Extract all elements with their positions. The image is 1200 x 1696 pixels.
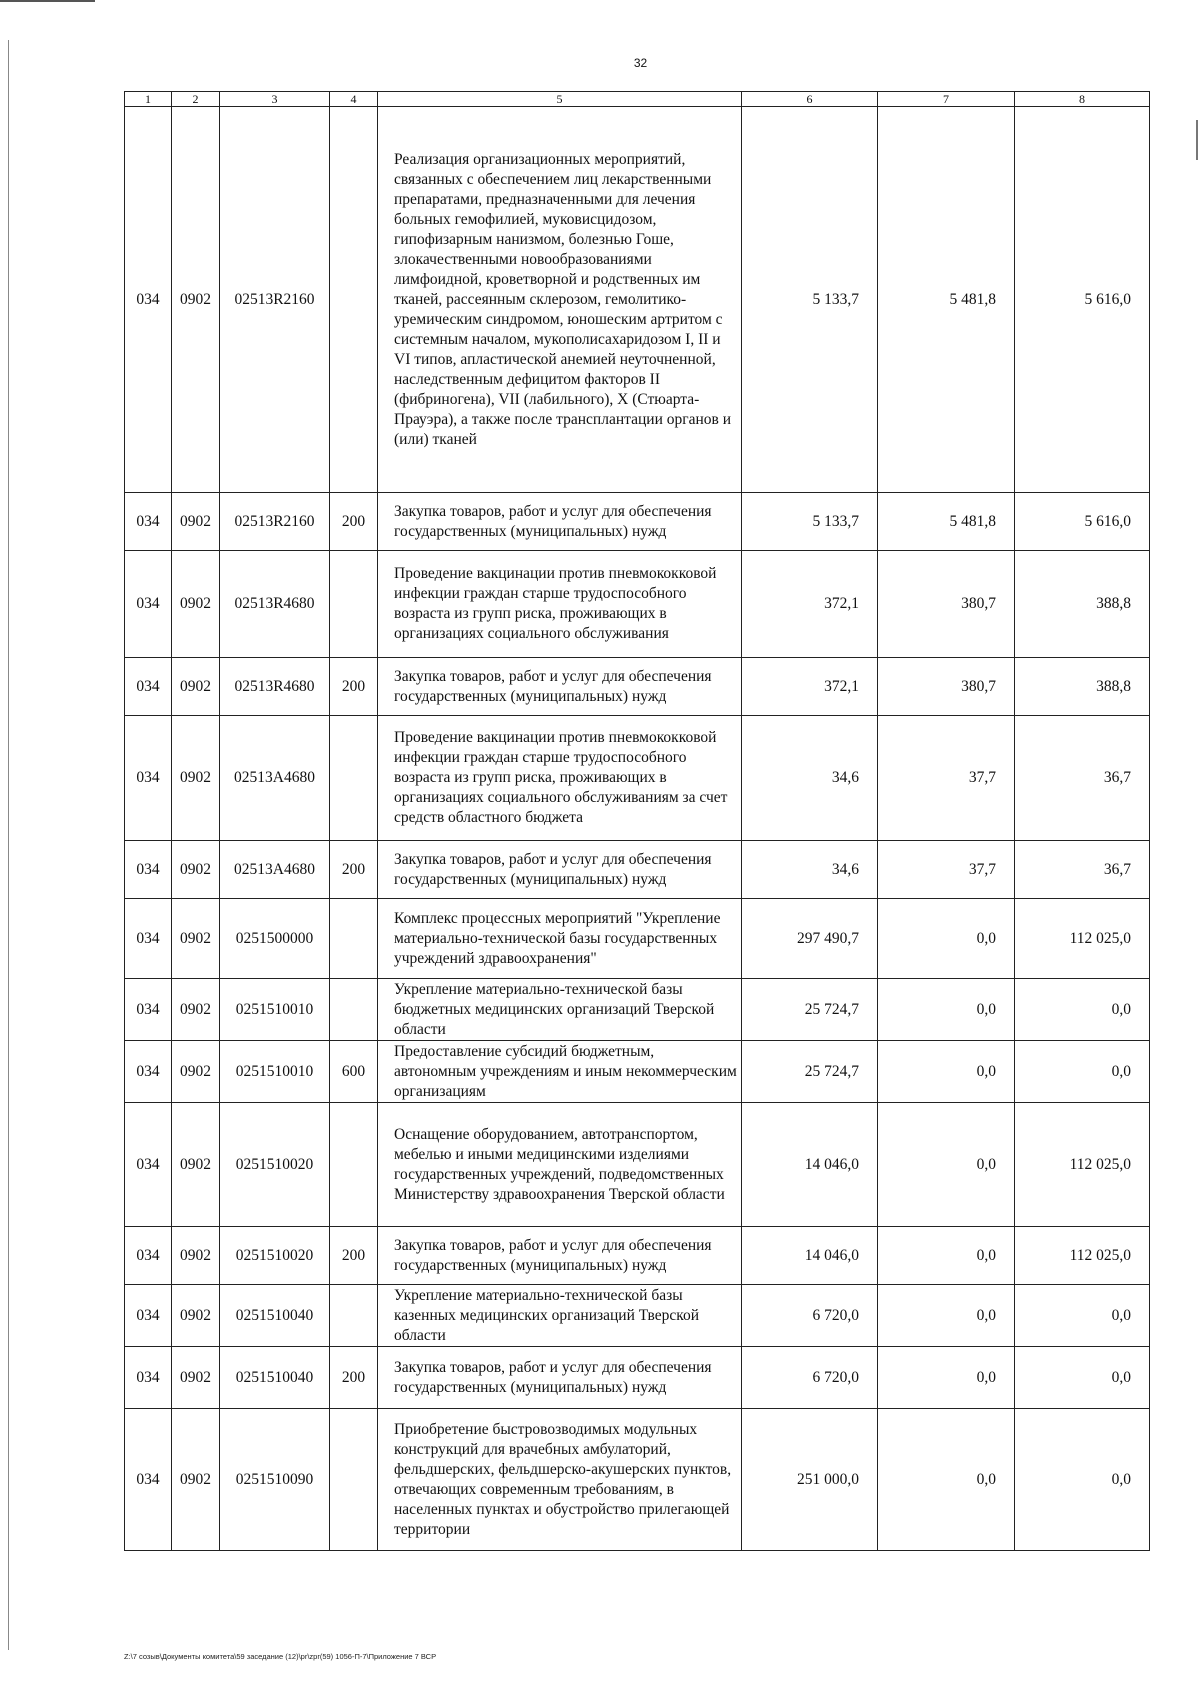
- cell-sum-3: 0,0: [1015, 1285, 1150, 1347]
- cell-expense-type: [330, 1285, 378, 1347]
- cell-sum-1: 25 724,7: [742, 1041, 878, 1103]
- cell-name: Закупка товаров, работ и услуг для обеспечения государственных (муниципальных) нужд: [378, 1347, 742, 1409]
- cell-sum-3: 0,0: [1015, 979, 1150, 1041]
- page-number: 32: [633, 56, 648, 70]
- cell-ministry: 034: [125, 551, 172, 658]
- cell-section: 0902: [172, 551, 220, 658]
- cell-sum-3: 388,8: [1015, 551, 1150, 658]
- cell-sum-2: 0,0: [878, 1041, 1015, 1103]
- cell-sum-2: 0,0: [878, 899, 1015, 979]
- column-header: 8: [1015, 92, 1150, 107]
- cell-sum-3: 0,0: [1015, 1041, 1150, 1103]
- table-row: [125, 551, 1150, 658]
- column-header: 6: [742, 92, 878, 107]
- cell-sum-2: 0,0: [878, 1103, 1015, 1227]
- cell-section: 0902: [172, 493, 220, 551]
- cell-expense-type: 200: [330, 1227, 378, 1285]
- scan-edge-left: [8, 40, 9, 1650]
- column-header: 7: [878, 92, 1015, 107]
- cell-name: Закупка товаров, работ и услуг для обеспечения государственных (муниципальных) нужд: [378, 493, 742, 551]
- cell-sum-1: 251 000,0: [742, 1409, 878, 1551]
- cell-name: Проведение вакцинации против пневмококковой инфекции граждан старше трудоспособного возраста из групп риска, проживающих в организациях социального обслуживаниям за счет средств областного бюджета: [378, 716, 742, 841]
- column-header: 3: [220, 92, 330, 107]
- cell-sum-3: 5 616,0: [1015, 493, 1150, 551]
- cell-sum-3: 388,8: [1015, 658, 1150, 716]
- cell-sum-2: 380,7: [878, 658, 1015, 716]
- cell-sum-2: 37,7: [878, 716, 1015, 841]
- cell-sum-2: 380,7: [878, 551, 1015, 658]
- cell-name: Укрепление материально-технической базы казенных медицинских организаций Тверской области: [378, 1285, 742, 1347]
- cell-article: 0251510090: [220, 1409, 330, 1551]
- footer-file-path: Z:\7 созыв\Документы комитета\59 заседание (12)\pr\zpr(59) 1056-П-7\Приложение 7 ВСР: [124, 1652, 437, 1661]
- cell-ministry: 034: [125, 899, 172, 979]
- cell-article: 0251500000: [220, 899, 330, 979]
- cell-name: Оснащение оборудованием, автотранспортом, мебелью и иными медицинскими изделиями государственных учреждений, подведомственных Министерству здравоохранения Тверской области: [378, 1103, 742, 1227]
- scan-edge-right: [1196, 120, 1198, 160]
- table-header-row: [125, 92, 1150, 107]
- cell-sum-1: 372,1: [742, 658, 878, 716]
- cell-ministry: 034: [125, 979, 172, 1041]
- cell-sum-3: 36,7: [1015, 716, 1150, 841]
- cell-article: 02513R4680: [220, 658, 330, 716]
- cell-section: 0902: [172, 716, 220, 841]
- cell-name: Реализация организационных мероприятий, связанных с обеспечением лиц лекарственными препаратами, предназначенными для лечения больных гемофилией, муковисцидозом, гипофизарным нанизмом, болезнью Гоше, злокачественными новообразованиями лимфоидной, кроветворной и родственных им тканей, рассеянным склерозом, гемолитико-уремическим синдромом, юношеским артритом с системным началом, мукополисахаридозом I, II и VI типов, апластической анемией неуточненной, наследственным дефицитом факторов II (фибриногена), VII (лабильного), X (Стюарта-Прауэра), а также после трансплантации органов и (или) тканей: [378, 107, 742, 493]
- cell-section: 0902: [172, 107, 220, 493]
- cell-expense-type: [330, 979, 378, 1041]
- cell-sum-1: 25 724,7: [742, 979, 878, 1041]
- cell-sum-3: 36,7: [1015, 841, 1150, 899]
- cell-ministry: 034: [125, 1285, 172, 1347]
- table-row: [125, 1285, 1150, 1347]
- cell-sum-1: 5 133,7: [742, 493, 878, 551]
- cell-sum-2: 0,0: [878, 1409, 1015, 1551]
- cell-sum-1: 14 046,0: [742, 1103, 878, 1227]
- cell-sum-1: 297 490,7: [742, 899, 878, 979]
- cell-section: 0902: [172, 979, 220, 1041]
- table-row: [125, 1041, 1150, 1103]
- cell-sum-3: 0,0: [1015, 1347, 1150, 1409]
- cell-expense-type: [330, 899, 378, 979]
- cell-ministry: 034: [125, 716, 172, 841]
- column-header: 4: [330, 92, 378, 107]
- cell-section: 0902: [172, 1103, 220, 1227]
- cell-article: 0251510040: [220, 1347, 330, 1409]
- table-row: [125, 107, 1150, 493]
- column-header: 2: [172, 92, 220, 107]
- cell-sum-3: 5 616,0: [1015, 107, 1150, 493]
- cell-section: 0902: [172, 1409, 220, 1551]
- table-row: [125, 1409, 1150, 1551]
- cell-name: Комплекс процессных мероприятий "Укрепление материально-технической базы государственных учреждений здравоохранения": [378, 899, 742, 979]
- cell-ministry: 034: [125, 493, 172, 551]
- cell-expense-type: 600: [330, 1041, 378, 1103]
- cell-ministry: 034: [125, 658, 172, 716]
- cell-article: 0251510040: [220, 1285, 330, 1347]
- cell-expense-type: 200: [330, 1347, 378, 1409]
- column-header: 1: [125, 92, 172, 107]
- cell-section: 0902: [172, 658, 220, 716]
- cell-ministry: 034: [125, 1103, 172, 1227]
- cell-section: 0902: [172, 899, 220, 979]
- table-row: [125, 1347, 1150, 1409]
- cell-article: 02513A4680: [220, 841, 330, 899]
- cell-section: 0902: [172, 1227, 220, 1285]
- cell-sum-2: 0,0: [878, 1227, 1015, 1285]
- cell-ministry: 034: [125, 1409, 172, 1551]
- cell-expense-type: [330, 107, 378, 493]
- scan-edge-top: [0, 0, 95, 2]
- cell-name: Закупка товаров, работ и услуг для обеспечения государственных (муниципальных) нужд: [378, 1227, 742, 1285]
- table-row: [125, 841, 1150, 899]
- cell-name: Укрепление материально-технической базы бюджетных медицинских организаций Тверской области: [378, 979, 742, 1041]
- cell-article: 0251510020: [220, 1227, 330, 1285]
- cell-name: Проведение вакцинации против пневмококковой инфекции граждан старше трудоспособного возраста из групп риска, проживающих в организациях социального обслуживания: [378, 551, 742, 658]
- cell-expense-type: [330, 551, 378, 658]
- table-row: [125, 658, 1150, 716]
- cell-sum-1: 34,6: [742, 841, 878, 899]
- table-row: [125, 493, 1150, 551]
- cell-article: 02513A4680: [220, 716, 330, 841]
- table-row: [125, 1103, 1150, 1227]
- cell-article: 0251510020: [220, 1103, 330, 1227]
- table-row: [125, 1227, 1150, 1285]
- cell-article: 02513R2160: [220, 493, 330, 551]
- cell-sum-3: 112 025,0: [1015, 1103, 1150, 1227]
- cell-ministry: 034: [125, 1041, 172, 1103]
- budget-table: [124, 91, 1150, 1551]
- cell-sum-3: 112 025,0: [1015, 1227, 1150, 1285]
- cell-sum-2: 37,7: [878, 841, 1015, 899]
- cell-name: Закупка товаров, работ и услуг для обеспечения государственных (муниципальных) нужд: [378, 658, 742, 716]
- cell-article: 02513R2160: [220, 107, 330, 493]
- cell-expense-type: [330, 1409, 378, 1551]
- cell-ministry: 034: [125, 1227, 172, 1285]
- cell-section: 0902: [172, 1285, 220, 1347]
- cell-section: 0902: [172, 1041, 220, 1103]
- cell-name: Закупка товаров, работ и услуг для обеспечения государственных (муниципальных) нужд: [378, 841, 742, 899]
- cell-sum-1: 34,6: [742, 716, 878, 841]
- cell-sum-1: 6 720,0: [742, 1285, 878, 1347]
- table-row: [125, 979, 1150, 1041]
- cell-expense-type: [330, 1103, 378, 1227]
- cell-section: 0902: [172, 841, 220, 899]
- cell-article: 02513R4680: [220, 551, 330, 658]
- cell-article: 0251510010: [220, 979, 330, 1041]
- cell-sum-2: 5 481,8: [878, 493, 1015, 551]
- cell-sum-3: 0,0: [1015, 1409, 1150, 1551]
- table-row: [125, 716, 1150, 841]
- cell-sum-3: 112 025,0: [1015, 899, 1150, 979]
- table-row: [125, 899, 1150, 979]
- cell-sum-1: 372,1: [742, 551, 878, 658]
- cell-sum-1: 5 133,7: [742, 107, 878, 493]
- cell-expense-type: 200: [330, 493, 378, 551]
- cell-ministry: 034: [125, 1347, 172, 1409]
- cell-expense-type: 200: [330, 841, 378, 899]
- cell-name: Приобретение быстровозводимых модульных конструкций для врачебных амбулаторий, фельдшерских, фельдшерско-акушерских пунктов, отвечающих современным требованиям, в населенных пунктах и обустройство прилегающей территории: [378, 1409, 742, 1551]
- cell-ministry: 034: [125, 107, 172, 493]
- cell-sum-2: 0,0: [878, 979, 1015, 1041]
- cell-sum-1: 6 720,0: [742, 1347, 878, 1409]
- cell-expense-type: 200: [330, 658, 378, 716]
- cell-sum-1: 14 046,0: [742, 1227, 878, 1285]
- cell-section: 0902: [172, 1347, 220, 1409]
- cell-sum-2: 0,0: [878, 1347, 1015, 1409]
- cell-sum-2: 0,0: [878, 1285, 1015, 1347]
- cell-expense-type: [330, 716, 378, 841]
- cell-sum-2: 5 481,8: [878, 107, 1015, 493]
- cell-article: 0251510010: [220, 1041, 330, 1103]
- cell-ministry: 034: [125, 841, 172, 899]
- column-header: 5: [378, 92, 742, 107]
- cell-name: Предоставление субсидий бюджетным, автономным учреждениям и иным некоммерческим организациям: [378, 1041, 742, 1103]
